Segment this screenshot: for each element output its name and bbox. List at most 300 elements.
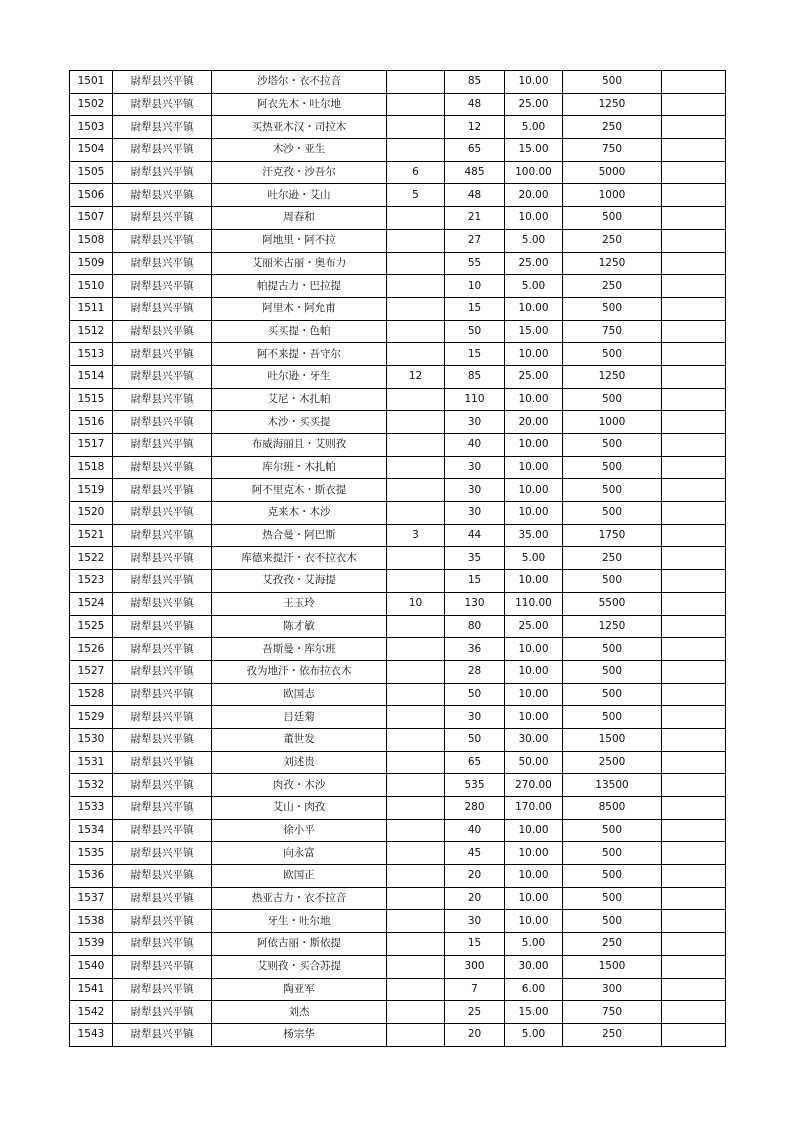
row-number-cell: 1531	[70, 751, 113, 774]
name-cell: 热亚古力・衣不拉音	[212, 887, 387, 910]
name-cell: 艾丽米古丽・奥布力	[212, 252, 387, 275]
remark-cell	[662, 797, 726, 820]
remark-cell	[662, 955, 726, 978]
household-size-cell	[387, 71, 445, 94]
amount-cell: 10.00	[505, 207, 563, 230]
township-cell: 尉犁县兴平镇	[113, 910, 212, 933]
row-number-cell: 1532	[70, 774, 113, 797]
quantity-cell: 48	[445, 93, 505, 116]
name-cell: 买买提・色帕	[212, 320, 387, 343]
table-row	[70, 592, 726, 615]
household-size-cell	[387, 638, 445, 661]
quantity-cell: 20	[445, 887, 505, 910]
quantity-cell: 30	[445, 502, 505, 525]
table-row	[70, 706, 726, 729]
amount-cell: 25.00	[505, 93, 563, 116]
amount-cell: 5.00	[505, 116, 563, 139]
name-cell: 阿地里・阿不拉	[212, 229, 387, 252]
amount-cell: 10.00	[505, 660, 563, 683]
table-row	[70, 116, 726, 139]
name-cell: 艾则孜・买合苏提	[212, 955, 387, 978]
remark-cell	[662, 660, 726, 683]
total-cell: 1250	[563, 93, 662, 116]
name-cell: 艾尼・木扎帕	[212, 388, 387, 411]
remark-cell	[662, 933, 726, 956]
amount-cell: 20.00	[505, 184, 563, 207]
household-size-cell	[387, 955, 445, 978]
amount-cell: 110.00	[505, 592, 563, 615]
township-cell: 尉犁县兴平镇	[113, 388, 212, 411]
remark-cell	[662, 502, 726, 525]
table-row	[70, 660, 726, 683]
name-cell: 徐小平	[212, 819, 387, 842]
quantity-cell: 21	[445, 207, 505, 230]
table-row	[70, 933, 726, 956]
quantity-cell: 20	[445, 865, 505, 888]
quantity-cell: 45	[445, 842, 505, 865]
row-number-cell: 1501	[70, 71, 113, 94]
table-row	[70, 751, 726, 774]
quantity-cell: 50	[445, 728, 505, 751]
quantity-cell: 35	[445, 547, 505, 570]
table-row	[70, 411, 726, 434]
row-number-cell: 1520	[70, 502, 113, 525]
amount-cell: 10.00	[505, 71, 563, 94]
total-cell: 500	[563, 570, 662, 593]
quantity-cell: 85	[445, 365, 505, 388]
row-number-cell: 1508	[70, 229, 113, 252]
amount-cell: 5.00	[505, 547, 563, 570]
table-row	[70, 524, 726, 547]
total-cell: 500	[563, 819, 662, 842]
table-row	[70, 774, 726, 797]
name-cell: 董世发	[212, 728, 387, 751]
amount-cell: 270.00	[505, 774, 563, 797]
household-size-cell	[387, 751, 445, 774]
quantity-cell: 25	[445, 1001, 505, 1024]
household-size-cell	[387, 910, 445, 933]
table-row	[70, 275, 726, 298]
quantity-cell: 15	[445, 570, 505, 593]
amount-cell: 20.00	[505, 411, 563, 434]
township-cell: 尉犁县兴平镇	[113, 502, 212, 525]
total-cell: 750	[563, 139, 662, 162]
name-cell: 帕提古力・巴拉提	[212, 275, 387, 298]
table-row	[70, 434, 726, 457]
remark-cell	[662, 252, 726, 275]
township-cell: 尉犁县兴平镇	[113, 297, 212, 320]
row-number-cell: 1515	[70, 388, 113, 411]
name-cell: 刘述贵	[212, 751, 387, 774]
total-cell: 1250	[563, 615, 662, 638]
township-cell: 尉犁县兴平镇	[113, 116, 212, 139]
remark-cell	[662, 365, 726, 388]
township-cell: 尉犁县兴平镇	[113, 797, 212, 820]
name-cell: 欧国志	[212, 683, 387, 706]
township-cell: 尉犁县兴平镇	[113, 161, 212, 184]
remark-cell	[662, 547, 726, 570]
row-number-cell: 1540	[70, 955, 113, 978]
household-size-cell	[387, 116, 445, 139]
remark-cell	[662, 275, 726, 298]
row-number-cell: 1507	[70, 207, 113, 230]
table-row	[70, 570, 726, 593]
row-number-cell: 1528	[70, 683, 113, 706]
amount-cell: 10.00	[505, 638, 563, 661]
amount-cell: 10.00	[505, 434, 563, 457]
township-cell: 尉犁县兴平镇	[113, 933, 212, 956]
amount-cell: 10.00	[505, 343, 563, 366]
total-cell: 1500	[563, 728, 662, 751]
total-cell: 500	[563, 71, 662, 94]
total-cell: 500	[563, 887, 662, 910]
household-size-cell	[387, 456, 445, 479]
household-size-cell	[387, 411, 445, 434]
row-number-cell: 1533	[70, 797, 113, 820]
table-row	[70, 139, 726, 162]
township-cell: 尉犁县兴平镇	[113, 207, 212, 230]
row-number-cell: 1537	[70, 887, 113, 910]
row-number-cell: 1543	[70, 1023, 113, 1046]
remark-cell	[662, 434, 726, 457]
total-cell: 500	[563, 207, 662, 230]
row-number-cell: 1541	[70, 978, 113, 1001]
row-number-cell: 1502	[70, 93, 113, 116]
amount-cell: 10.00	[505, 887, 563, 910]
township-cell: 尉犁县兴平镇	[113, 978, 212, 1001]
table-row	[70, 955, 726, 978]
total-cell: 500	[563, 865, 662, 888]
table-row	[70, 615, 726, 638]
remark-cell	[662, 229, 726, 252]
total-cell: 250	[563, 229, 662, 252]
household-size-cell	[387, 434, 445, 457]
quantity-cell: 30	[445, 706, 505, 729]
table-row	[70, 683, 726, 706]
table-row	[70, 819, 726, 842]
household-size-cell	[387, 229, 445, 252]
name-cell: 阿不里克木・斯衣提	[212, 479, 387, 502]
data-table	[69, 70, 726, 1047]
row-number-cell: 1505	[70, 161, 113, 184]
township-cell: 尉犁县兴平镇	[113, 229, 212, 252]
household-size-cell: 6	[387, 161, 445, 184]
amount-cell: 30.00	[505, 728, 563, 751]
township-cell: 尉犁县兴平镇	[113, 887, 212, 910]
household-size-cell	[387, 842, 445, 865]
quantity-cell: 30	[445, 479, 505, 502]
total-cell: 500	[563, 842, 662, 865]
remark-cell	[662, 774, 726, 797]
table-row	[70, 728, 726, 751]
amount-cell: 10.00	[505, 842, 563, 865]
row-number-cell: 1503	[70, 116, 113, 139]
amount-cell: 10.00	[505, 456, 563, 479]
name-cell: 陶亚军	[212, 978, 387, 1001]
row-number-cell: 1536	[70, 865, 113, 888]
township-cell: 尉犁县兴平镇	[113, 524, 212, 547]
name-cell: 阿里木・阿允甫	[212, 297, 387, 320]
remark-cell	[662, 116, 726, 139]
row-number-cell: 1513	[70, 343, 113, 366]
remark-cell	[662, 184, 726, 207]
row-number-cell: 1506	[70, 184, 113, 207]
township-cell: 尉犁县兴平镇	[113, 252, 212, 275]
total-cell: 8500	[563, 797, 662, 820]
total-cell: 1250	[563, 365, 662, 388]
row-number-cell: 1511	[70, 297, 113, 320]
quantity-cell: 80	[445, 615, 505, 638]
total-cell: 1250	[563, 252, 662, 275]
total-cell: 1000	[563, 184, 662, 207]
total-cell: 500	[563, 456, 662, 479]
household-size-cell	[387, 207, 445, 230]
township-cell: 尉犁县兴平镇	[113, 411, 212, 434]
row-number-cell: 1530	[70, 728, 113, 751]
table-row	[70, 502, 726, 525]
amount-cell: 15.00	[505, 320, 563, 343]
total-cell: 500	[563, 638, 662, 661]
name-cell: 库尔班・木扎帕	[212, 456, 387, 479]
remark-cell	[662, 411, 726, 434]
name-cell: 买热亚木汉・司拉木	[212, 116, 387, 139]
remark-cell	[662, 683, 726, 706]
name-cell: 库德来提汗・衣不拉衣木	[212, 547, 387, 570]
row-number-cell: 1522	[70, 547, 113, 570]
total-cell: 2500	[563, 751, 662, 774]
household-size-cell	[387, 1023, 445, 1046]
quantity-cell: 40	[445, 819, 505, 842]
amount-cell: 10.00	[505, 502, 563, 525]
township-cell: 尉犁县兴平镇	[113, 683, 212, 706]
quantity-cell: 50	[445, 320, 505, 343]
total-cell: 250	[563, 933, 662, 956]
township-cell: 尉犁县兴平镇	[113, 842, 212, 865]
household-size-cell	[387, 479, 445, 502]
amount-cell: 25.00	[505, 615, 563, 638]
row-number-cell: 1510	[70, 275, 113, 298]
household-size-cell	[387, 728, 445, 751]
name-cell: 欧国正	[212, 865, 387, 888]
amount-cell: 5.00	[505, 1023, 563, 1046]
household-size-cell: 10	[387, 592, 445, 615]
total-cell: 500	[563, 502, 662, 525]
quantity-cell: 12	[445, 116, 505, 139]
table-row	[70, 842, 726, 865]
quantity-cell: 50	[445, 683, 505, 706]
row-number-cell: 1526	[70, 638, 113, 661]
row-number-cell: 1521	[70, 524, 113, 547]
remark-cell	[662, 1023, 726, 1046]
remark-cell	[662, 524, 726, 547]
name-cell: 艾孜孜・艾海提	[212, 570, 387, 593]
household-size-cell	[387, 388, 445, 411]
household-size-cell	[387, 797, 445, 820]
table-row	[70, 161, 726, 184]
total-cell: 300	[563, 978, 662, 1001]
name-cell: 吐尔逊・艾山	[212, 184, 387, 207]
township-cell: 尉犁县兴平镇	[113, 139, 212, 162]
township-cell: 尉犁县兴平镇	[113, 1023, 212, 1046]
remark-cell	[662, 479, 726, 502]
household-size-cell	[387, 683, 445, 706]
household-size-cell	[387, 819, 445, 842]
total-cell: 500	[563, 683, 662, 706]
total-cell: 1750	[563, 524, 662, 547]
total-cell: 500	[563, 479, 662, 502]
amount-cell: 10.00	[505, 819, 563, 842]
quantity-cell: 28	[445, 660, 505, 683]
table-row	[70, 978, 726, 1001]
row-number-cell: 1512	[70, 320, 113, 343]
remark-cell	[662, 706, 726, 729]
total-cell: 500	[563, 706, 662, 729]
total-cell: 250	[563, 116, 662, 139]
household-size-cell	[387, 139, 445, 162]
remark-cell	[662, 139, 726, 162]
total-cell: 13500	[563, 774, 662, 797]
row-number-cell: 1539	[70, 933, 113, 956]
amount-cell: 100.00	[505, 161, 563, 184]
table-row	[70, 1023, 726, 1046]
amount-cell: 50.00	[505, 751, 563, 774]
table-row	[70, 320, 726, 343]
household-size-cell: 3	[387, 524, 445, 547]
name-cell: 王玉玲	[212, 592, 387, 615]
remark-cell	[662, 910, 726, 933]
amount-cell: 10.00	[505, 910, 563, 933]
township-cell: 尉犁县兴平镇	[113, 184, 212, 207]
total-cell: 500	[563, 388, 662, 411]
household-size-cell	[387, 252, 445, 275]
table-row	[70, 365, 726, 388]
remark-cell	[662, 570, 726, 593]
total-cell: 500	[563, 434, 662, 457]
quantity-cell: 300	[445, 955, 505, 978]
table-row	[70, 479, 726, 502]
table-row	[70, 910, 726, 933]
township-cell: 尉犁县兴平镇	[113, 479, 212, 502]
table-row	[70, 388, 726, 411]
table-row	[70, 252, 726, 275]
township-cell: 尉犁县兴平镇	[113, 570, 212, 593]
row-number-cell: 1538	[70, 910, 113, 933]
name-cell: 阿不来提・吾守尔	[212, 343, 387, 366]
household-size-cell	[387, 297, 445, 320]
amount-cell: 5.00	[505, 229, 563, 252]
remark-cell	[662, 320, 726, 343]
quantity-cell: 30	[445, 411, 505, 434]
total-cell: 250	[563, 275, 662, 298]
household-size-cell	[387, 547, 445, 570]
table-row	[70, 638, 726, 661]
quantity-cell: 44	[445, 524, 505, 547]
total-cell: 500	[563, 297, 662, 320]
name-cell: 阿依古丽・斯依提	[212, 933, 387, 956]
amount-cell: 10.00	[505, 706, 563, 729]
row-number-cell: 1509	[70, 252, 113, 275]
household-size-cell	[387, 865, 445, 888]
household-size-cell	[387, 502, 445, 525]
total-cell: 500	[563, 660, 662, 683]
household-size-cell	[387, 978, 445, 1001]
table-row	[70, 797, 726, 820]
row-number-cell: 1527	[70, 660, 113, 683]
row-number-cell: 1516	[70, 411, 113, 434]
quantity-cell: 85	[445, 71, 505, 94]
quantity-cell: 36	[445, 638, 505, 661]
amount-cell: 5.00	[505, 933, 563, 956]
township-cell: 尉犁县兴平镇	[113, 660, 212, 683]
remark-cell	[662, 842, 726, 865]
amount-cell: 10.00	[505, 479, 563, 502]
total-cell: 1500	[563, 955, 662, 978]
household-size-cell	[387, 660, 445, 683]
amount-cell: 30.00	[505, 955, 563, 978]
table-body	[70, 71, 726, 1047]
township-cell: 尉犁县兴平镇	[113, 71, 212, 94]
total-cell: 5000	[563, 161, 662, 184]
row-number-cell: 1519	[70, 479, 113, 502]
name-cell: 阿衣先木・吐尔地	[212, 93, 387, 116]
township-cell: 尉犁县兴平镇	[113, 615, 212, 638]
amount-cell: 15.00	[505, 139, 563, 162]
quantity-cell: 30	[445, 910, 505, 933]
quantity-cell: 535	[445, 774, 505, 797]
amount-cell: 25.00	[505, 252, 563, 275]
name-cell: 汗克孜・沙吾尔	[212, 161, 387, 184]
table-row	[70, 207, 726, 230]
quantity-cell: 48	[445, 184, 505, 207]
name-cell: 布威海丽且・艾则孜	[212, 434, 387, 457]
name-cell: 吾斯曼・库尔班	[212, 638, 387, 661]
township-cell: 尉犁县兴平镇	[113, 751, 212, 774]
row-number-cell: 1523	[70, 570, 113, 593]
name-cell: 孜为地汗・依布拉衣木	[212, 660, 387, 683]
table-row	[70, 547, 726, 570]
household-size-cell	[387, 706, 445, 729]
name-cell: 陈才敏	[212, 615, 387, 638]
name-cell: 牙生・吐尔地	[212, 910, 387, 933]
remark-cell	[662, 819, 726, 842]
household-size-cell	[387, 615, 445, 638]
remark-cell	[662, 1001, 726, 1024]
quantity-cell: 27	[445, 229, 505, 252]
row-number-cell: 1514	[70, 365, 113, 388]
household-size-cell	[387, 320, 445, 343]
name-cell: 沙塔尔・衣不拉音	[212, 71, 387, 94]
amount-cell: 10.00	[505, 570, 563, 593]
household-size-cell	[387, 1001, 445, 1024]
remark-cell	[662, 161, 726, 184]
total-cell: 250	[563, 1023, 662, 1046]
remark-cell	[662, 71, 726, 94]
township-cell: 尉犁县兴平镇	[113, 592, 212, 615]
name-cell: 木沙・买买提	[212, 411, 387, 434]
remark-cell	[662, 751, 726, 774]
quantity-cell: 20	[445, 1023, 505, 1046]
name-cell: 吐尔逊・牙生	[212, 365, 387, 388]
total-cell: 750	[563, 320, 662, 343]
name-cell: 肉孜・木沙	[212, 774, 387, 797]
row-number-cell: 1517	[70, 434, 113, 457]
amount-cell: 170.00	[505, 797, 563, 820]
name-cell: 吕廷菊	[212, 706, 387, 729]
township-cell: 尉犁县兴平镇	[113, 865, 212, 888]
remark-cell	[662, 456, 726, 479]
remark-cell	[662, 638, 726, 661]
amount-cell: 10.00	[505, 683, 563, 706]
